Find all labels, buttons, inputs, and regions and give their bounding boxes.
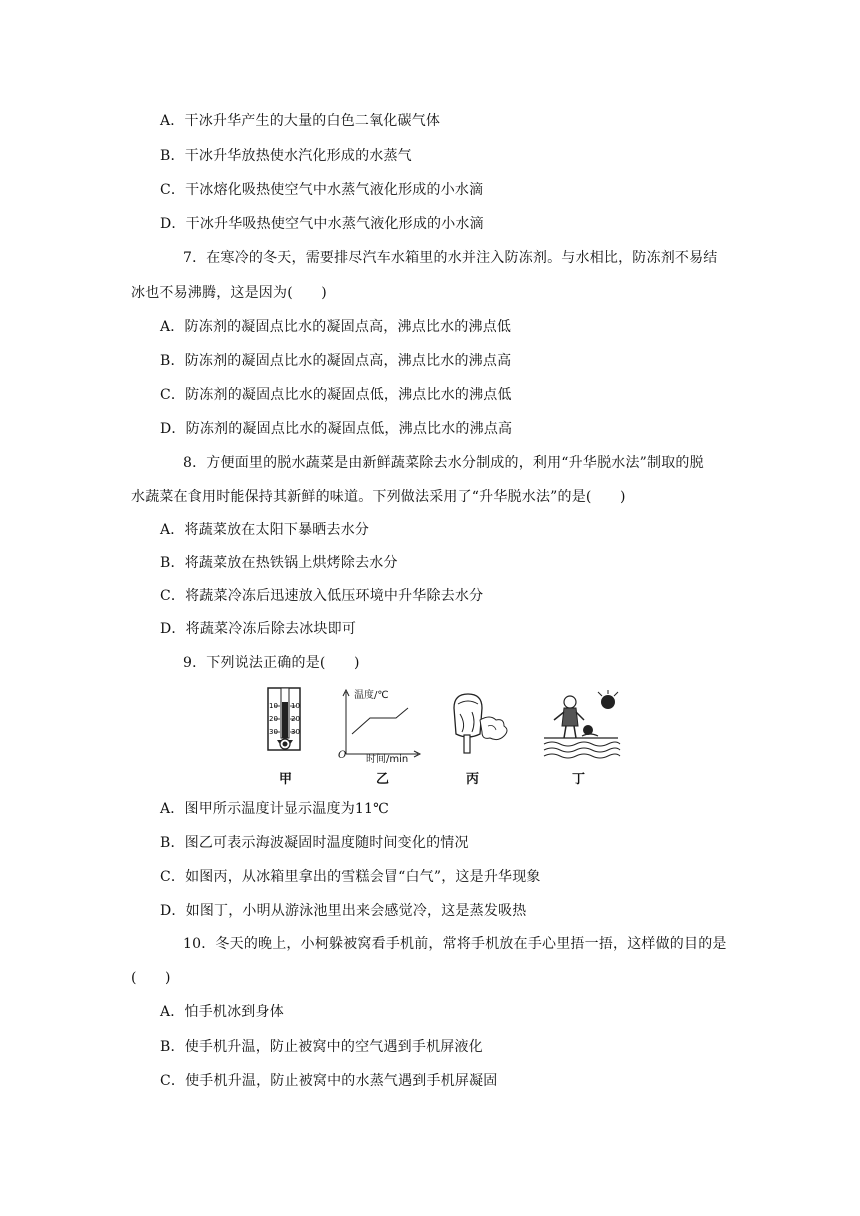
caption-bing: 丙 <box>466 772 480 787</box>
q8-option-d: D．将蔬菜冷冻后除去冰块即可 <box>160 621 357 637</box>
q8-option-c: C．将蔬菜冷冻后迅速放入低压环境中升华除去水分 <box>160 588 484 604</box>
q7-option-c: C．防冻剂的凝固点比水的凝固点低，沸点比水的沸点低 <box>160 387 512 403</box>
graph-origin-label: O <box>338 750 347 761</box>
q9-figure <box>262 686 622 786</box>
thermometer-tick-left-30: 30 <box>269 728 278 736</box>
q9-option-d: D．如图丁，小明从游泳池里出来会感觉冷，这是蒸发吸热 <box>160 903 527 919</box>
graph-ylabel: 温度/℃ <box>354 690 389 701</box>
thermometer-figure <box>262 686 312 758</box>
q9-option-a: A．图甲所示温度计显示温度为11℃ <box>160 801 389 817</box>
q10-stem-line1: 10．冬天的晚上，小柯躲被窝看手机前，常将手机放在手心里捂一捂，这样做的目的是 <box>183 936 727 952</box>
thermometer-tick-right-20: 20 <box>291 715 300 723</box>
q7-option-b: B．防冻剂的凝固点比水的凝固点高，沸点比水的沸点高 <box>160 353 512 369</box>
q6-option-c: C．干冰熔化吸热使空气中水蒸气液化形成的小水滴 <box>160 182 484 198</box>
thermometer-tick-left-10: 10 <box>269 702 278 710</box>
q8-stem-line1: 8．方便面里的脱水蔬菜是由新鲜蔬菜除去水分制成的，利用“升华脱水法”制取的脱 <box>183 455 704 471</box>
q7-stem-line2: 冰也不易沸腾，这是因为( ) <box>131 285 327 301</box>
graph-xlabel: 时间/min <box>366 754 409 765</box>
q6-option-d: D．干冰升华吸热使空气中水蒸气液化形成的小水滴 <box>160 216 484 232</box>
q7-option-d: D．防冻剂的凝固点比水的凝固点低，沸点比水的沸点高 <box>160 421 513 437</box>
q10-option-a: A．怕手机冰到身体 <box>160 1004 284 1020</box>
q8-stem-line2: 水蔬菜在食用时能保持其新鲜的味道。下列做法采用了“升华脱水法”的是( ) <box>131 489 626 505</box>
q6-option-b: B．干冰升华放热使水汽化形成的水蒸气 <box>160 148 412 164</box>
q10-option-c: C．使手机升温，防止被窝中的水蒸气遇到手机屏凝固 <box>160 1073 498 1089</box>
q7-stem-line1: 7．在寒冷的冬天，需要排尽汽车水箱里的水并注入防冻剂。与水相比，防冻剂不易结 <box>183 250 718 266</box>
q9-option-b: B．图乙可表示海波凝固时温度随时间变化的情况 <box>160 835 469 851</box>
q9-stem: 9．下列说法正确的是( ) <box>183 655 360 671</box>
q8-option-a: A．将蔬菜放在太阳下暴晒去水分 <box>160 522 370 538</box>
q6-option-a: A．干冰升华产生的大量的白色二氧化碳气体 <box>160 113 441 129</box>
thermometer-tick-left-20: 20 <box>269 715 278 723</box>
caption-jia: 甲 <box>279 772 293 787</box>
swimmer-figure <box>540 686 622 762</box>
caption-yi: 乙 <box>376 772 390 787</box>
q9-option-c: C．如图丙，从冰箱里拿出的雪糕会冒“白气”，这是升华现象 <box>160 869 541 885</box>
q8-option-b: B．将蔬菜放在热铁锅上烘烤除去水分 <box>160 555 398 571</box>
q10-stem-line2: ( ) <box>131 970 171 986</box>
thermometer-tick-right-10: 10 <box>291 702 300 710</box>
thermometer-tick-right-30: 30 <box>291 728 300 736</box>
q7-option-a: A．防冻剂的凝固点比水的凝固点高，沸点比水的沸点低 <box>160 319 512 335</box>
caption-ding: 丁 <box>572 772 586 787</box>
ice-cream-bar-figure <box>446 690 516 760</box>
q10-option-b: B．使手机升温，防止被窝中的空气遇到手机屏液化 <box>160 1039 483 1055</box>
